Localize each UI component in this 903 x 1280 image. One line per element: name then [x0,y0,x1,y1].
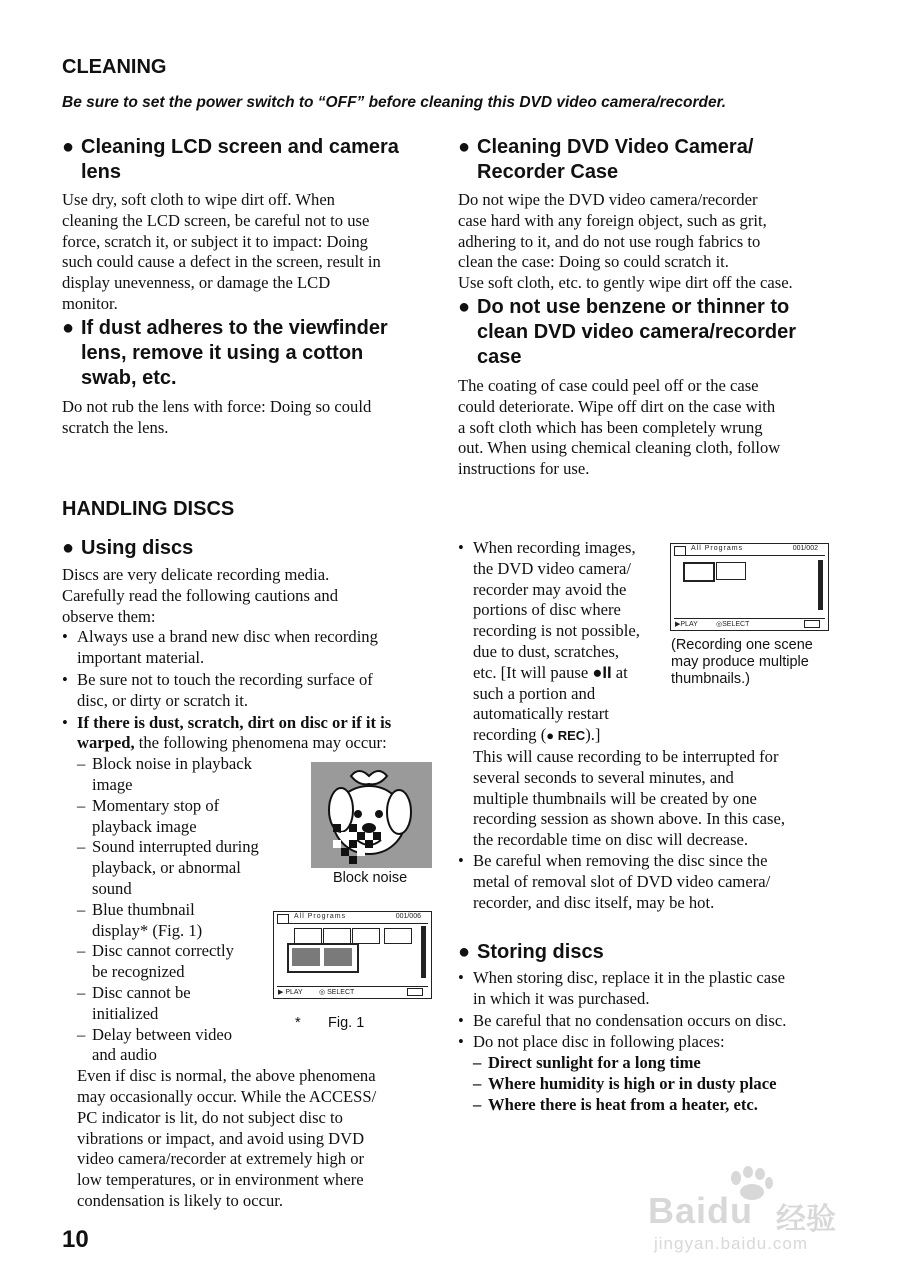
select-indicator: ◎ SELECT [319,989,355,996]
battery-icon [407,988,423,996]
phenomena-list [77,754,292,1066]
block-noise-image [311,762,432,868]
list-item: – Sound interrupted during playback, or abnormal sound [77,837,259,898]
case-section [458,135,838,480]
storing-section [458,940,848,1116]
thumbnail [352,928,380,944]
list-item: • When recording images, the DVD video camera/ recorder may avoid the portions of disc where recording is not possible, due to dust, scratches, etc. [It will pause ●II at such a portion and automatically restart recording (● REC).] This will cause recording to be interrupted for several seconds to several minutes, and multiple thumbnails will be created by one recording session as shown above. In this case, the recordable time on disc will decrease. [458,538,785,850]
list-item: – Where humidity is high or in dusty place [473,1073,777,1093]
rec-icon: ● REC [546,728,586,744]
bullet-icon: ● [62,316,75,339]
storing-list [458,968,848,1116]
list-item: • Be sure not to touch the recording surface of disc, or dirty or scratch it. [62,669,373,710]
using-intro: Discs are very delicate recording media. Carefully read the following cautions and observe them: • Always use a brand new disc when recording important material. • Be sure not to touch the recording surface of disc, or dirty or scratch it. • If there is dust, scratch, dirt on disc or if it is warped, the following phenomena may occur: – Block noise in playback image – Momentary stop of playback image – Sound interrupted during playback, or abnormal sound – Blue thumbnail display* (Fig. 1) – Disc cannot correctly be recognized – Disc cannot be initialized – Delay between video and audio Even if disc is normal, the above phenomena may occasionally occur. While the ACCESS/ PC indicator is lit, do not subject disc to vibrations or impact, and avoid using DVD video camera/recorder at extremely high or low temperatures, or in environment where condensation is likely to occur. [62,565,442,1212]
list-item: • Do not place disc in following places: – Direct sunlight for a long time – Where humidity is high or in dusty place – Where there is heat from a heater, etc. [458,1032,848,1115]
scrollbar [421,926,426,978]
viewfinder-text: Do not rub the lens with force: Doing so could scratch the lens. [62,396,372,437]
watermark-cn: 经验 [776,1203,836,1236]
battery-icon [804,620,820,628]
list-item: – Delay between video and audio [77,1024,233,1065]
block-noise-caption: Block noise [333,870,408,886]
bullet-icon: ● [458,295,471,318]
list-item: • Be careful when removing the disc since the metal of removal slot of DVD video camera/ recorder, and disc itself, may be hot. [458,850,771,912]
case-text: Do not wipe the DVD video camera/recorder case hard with any foreign object, such as grit, adhering to it, and do not use rough fabrics to clean the case: Doing so could scratch it. Use soft cloth, etc. to gently wipe dirt off the case. [458,190,793,293]
list-item: • Always use a brand new disc when recording important material. [62,627,378,668]
list-item: • When storing disc, replace it in the plastic case in which it was purchased. [458,968,785,1008]
list-item: – Disc cannot be initialized [77,982,191,1023]
list-item: – Direct sunlight for a long time [473,1053,701,1073]
list-item: – Disc cannot correctly be recognized [77,941,234,982]
cleaning-title: CLEANING [62,56,167,78]
thumbnail [384,928,412,944]
watermark-brand: Baidu [648,1190,754,1231]
page-number: 10 [62,1226,89,1253]
bullet-icon: ● [62,136,75,158]
storing-heading: ● Storing discs [458,941,604,963]
watermark [648,1166,878,1256]
list-item: – Momentary stop of playback image [77,795,220,836]
thumbnail [716,562,746,580]
watermark-url: jingyan.baidu.com [654,1234,809,1253]
fig1-caption: Fig. 1 [328,1015,365,1031]
bullet-icon: ● [62,537,75,559]
pause-icon: ●II [592,662,612,682]
scrollbar [818,560,823,610]
play-indicator: ▶PLAY [675,621,698,628]
thumbnail [294,928,322,944]
list-item: • If there is dust, scratch, dirt on disc or if it is warped, the following phenomena may occur: – Block noise in playback image – Momentary stop of playback image – Sound interrupted during playback, or abnormal sound – Blue thumbnail display* (Fig. 1) – Disc cannot correctly be recognized – Disc cannot be initialized – Delay between video and audio Even if disc is normal, the above phenomena may occasionally occur. While the ACCESS/ PC indicator is lit, do not subject disc to vibrations or impact, and avoid using DVD video camera/recorder at extremely high or low temperatures, or in environment where condensation is likely to occur. [62,712,392,1210]
list-item: – Block noise in playback image [77,754,252,794]
select-indicator: ◎SELECT [716,621,750,628]
using-discs-heading: ● Using discs [62,537,194,559]
lcd-heading: ● Cleaning LCD screen and camera lens [62,136,399,183]
handling-title: HANDLING DISCS [62,498,235,520]
list-item: • Be careful that no condensation occurs on disc. [458,1010,787,1030]
lcd-section [62,135,442,438]
recording-caption: (Recording one scene may produce multiple thumbnails.) [671,637,813,687]
blue-thumbnail [324,948,352,966]
lcd-text: Use dry, soft cloth to wipe dirt off. When cleaning the LCD screen, be careful not to use force, scratch it, or subject it to impact: Doing such could cause a defect in the screen, result in display unevenness, or damage the LCD monitor. [62,190,381,313]
benzene-text: The coating of case could peel off or the case could deteriorate. Wipe off dirt on the case with a soft cloth which has been completely wrung out. When using chemical cleaning cloth, follow instructions for use. [458,375,781,479]
viewfinder-heading: ● If dust adheres to the viewfinder lens, remove it using a cotton swab, etc. [62,316,388,389]
thumbnail [323,928,351,944]
fig1-screen: All Programs 001/006 ▶ PLAY ◎ SELECT [273,911,432,999]
benzene-heading: ● Do not use benzene or thinner to clean DVD video camera/recorder case [458,295,797,368]
thumbnail [683,562,715,582]
blue-thumbnail-selection [287,943,359,973]
bullet-icon: ● [458,941,471,963]
case-heading: ● Cleaning DVD Video Camera/ Recorder Case [458,136,754,183]
blue-thumbnail [292,948,320,966]
bullet-icon: ● [458,136,471,158]
list-item: – Blue thumbnail display* (Fig. 1) [77,899,203,940]
fig1-asterisk: * [295,1015,301,1031]
recording-screen: All Programs 001/002 ▶PLAY ◎SELECT [670,543,829,631]
play-indicator: ▶ PLAY [278,989,303,996]
list-item: – Where there is heat from a heater, etc. [473,1094,758,1114]
dog-illustration-icon [311,762,432,868]
cleaning-note: Be sure to set the power switch to “OFF” before cleaning this DVD video camera/recorder. [62,94,727,111]
